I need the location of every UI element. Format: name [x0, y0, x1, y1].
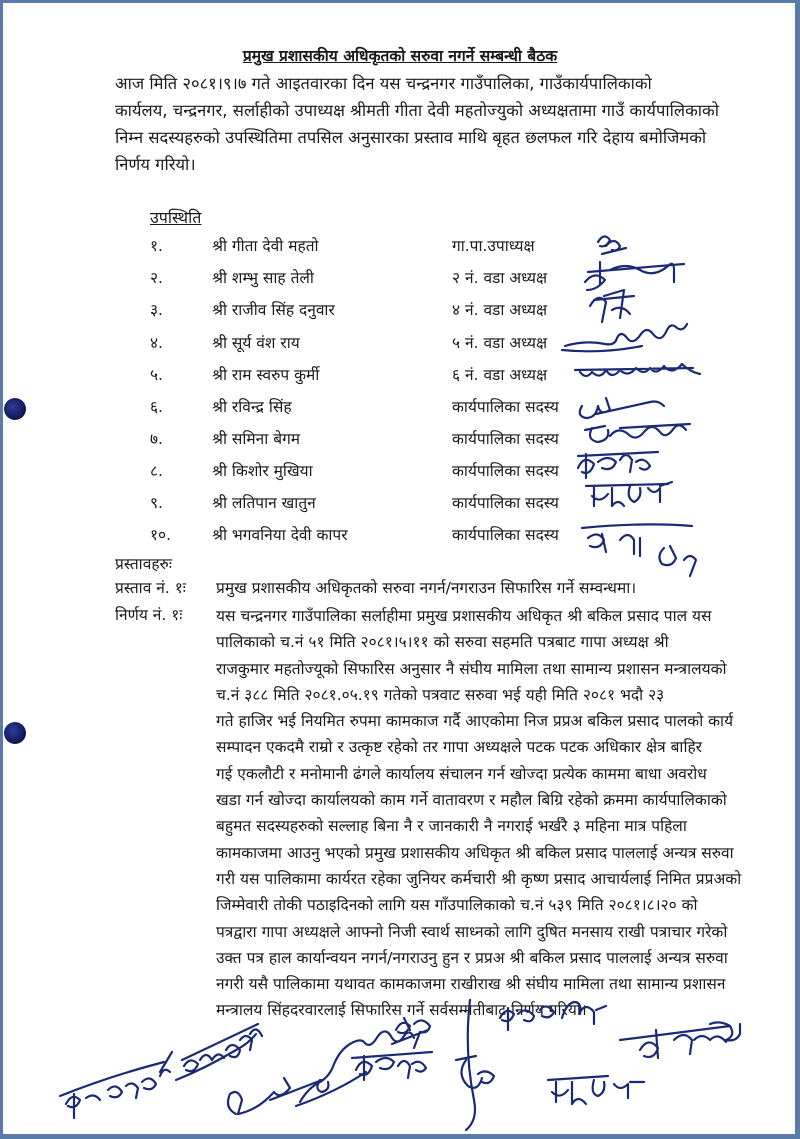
decision-line: मन्त्रालय सिंहदरवारलाई सिफारिस गर्ने सर्वसम्मतीबाट निर्णय गरियो। — [216, 1001, 587, 1020]
attendee-number: ४. — [150, 334, 163, 352]
attendee-row — [150, 298, 710, 328]
attendee-row — [150, 459, 710, 489]
attendee-name: श्री भगवनिया देवी कापर — [212, 526, 348, 544]
decision-line: जिम्मेवारी तोकी पठाइदिनको लागि यस गाँउपालिकाको च.नं ५३९ मिति २०८१।८।२० को — [216, 896, 698, 915]
attendee-role: कार्यपालिका सदस्य — [452, 462, 559, 480]
decision-line: उक्त पत्र हाल कार्यान्वयन नगर्न/नगराउनु हुन र प्रप्रअ श्री बकिल प्रसाद पाललाई अन्यत्र सरुवा — [216, 948, 728, 967]
intro-line: कार्यलय, चन्द्रनगर, सर्लाहीको उपाध्यक्ष श्रीमती गीता देवी महतोज्युको अध्यक्षतामा गाउँ कार्यपालिकाको — [115, 101, 719, 120]
attendee-number: १०. — [150, 526, 172, 544]
attendee-role: ६ नं. वडा अध्यक्ष — [452, 366, 548, 384]
attendee-row — [150, 266, 710, 296]
attendee-role: कार्यपालिका सदस्य — [452, 430, 559, 448]
decision-line: पत्रद्वारा गापा अध्यक्षले आफ्नो निजी स्वार्थ साध्नको लागि दुषित मनसाय राखी पत्राचार गरेको — [216, 922, 728, 941]
attendee-number: ६. — [150, 398, 163, 416]
attendee-row — [150, 363, 710, 393]
attendee-name: श्री सूर्य वंश राय — [212, 334, 300, 352]
attendee-role: कार्यपालिका सदस्य — [452, 526, 559, 544]
attendee-row — [150, 331, 710, 361]
punch-hole-top — [4, 398, 26, 420]
attendee-row — [150, 523, 710, 553]
attendee-number: ९. — [150, 494, 163, 512]
attendee-number: ७. — [150, 430, 163, 448]
decision-line: पालिकाको च.नं ५१ मिति २०८१।५।११ को सरुवा सहमति पत्रबाट गापा अध्यक्ष श्री — [216, 633, 669, 652]
decision-line: यस चन्द्रनगर गाउँपालिका सर्लाहीमा प्रमुख प्रशासकीय अधिकृत श्री बकिल प्रसाद पाल यस — [216, 607, 712, 625]
attendee-row — [150, 491, 710, 521]
intro-paragraph — [115, 70, 765, 178]
attendee-role: ५ नं. वडा अध्यक्ष — [452, 334, 548, 352]
attendee-name: श्री किशोर मुखिया — [212, 462, 313, 480]
proposal-text: प्रमुख प्रशासकीय अधिकृतको सरुवा नगर्न/नगराउन सिफारिस गर्ने सम्वन्धमा। — [216, 579, 637, 597]
decision-line: बहुमत सदस्यहरुको सल्लाह बिना नै र जानकारी नै नगराई भर्खरै ३ महिना मात्र पहिला — [216, 817, 687, 836]
attendee-name: श्री रविन्द्र सिंह — [212, 398, 292, 416]
decision-line: गई एकलौटी र मनोमानी ढंगले कार्यालय संचालन गर्न खोज्दा प्रत्येक काममा बाधा अवरोध — [216, 764, 707, 783]
attendee-number: २. — [150, 269, 163, 287]
attendee-role: गा.पा.उपाध्यक्ष — [452, 237, 535, 255]
attendee-name: श्री गीता देवी महतो — [212, 237, 319, 255]
attendee-row — [150, 427, 710, 457]
intro-line: निर्णय गरियो। — [115, 155, 196, 174]
attendee-row — [150, 395, 710, 425]
decision-line: नगरी यसै पालिकामा यथावत कामकाजमा राखीराख श्री संघीय मामिला तथा सामान्य प्रशासन — [216, 975, 726, 994]
proposal-label: प्रस्ताव नं. १ः — [115, 579, 186, 597]
attendee-name: श्री राम स्वरुप कुर्मी — [212, 366, 320, 384]
attendee-name: श्री समिना बेगम — [212, 430, 301, 448]
decision-label: निर्णय नं. १ः — [115, 606, 183, 624]
attendee-role: २ नं. वडा अध्यक्ष — [452, 269, 548, 287]
decision-line: सम्पादन एकदमै राम्रो र उत्कृष्ट रहेको तर गापा अध्यक्षले पटक पटक अधिकार क्षेत्र बाहिर — [216, 738, 703, 757]
decision-line: राजकुमार महतोज्यूको सिफारिस अनुसार नै संघीय मामिला तथा सामान्य प्रशासन मन्त्रालयको — [216, 659, 727, 678]
decision-line: गते हाजिर भई नियमित रुपमा कामकाज गर्दै आएकोमा निज प्रप्रअ बकिल प्रसाद पालको कार्य — [216, 712, 734, 731]
decision-line: गरी यस पालिकामा कार्यरत रहेका जुनियर कर्मचारी श्री कृष्ण प्रसाद आचार्यलाई निमित प्रप्रअको — [216, 869, 742, 888]
attendee-number: ८. — [150, 462, 163, 480]
attendee-number: ५. — [150, 366, 163, 384]
attendee-name: श्री लतिपान खातुन — [212, 494, 316, 512]
attendee-role: कार्यपालिका सदस्य — [452, 494, 559, 512]
punch-hole-bottom — [4, 722, 26, 744]
attendee-role: कार्यपालिका सदस्य — [452, 398, 559, 416]
intro-line: निम्न सदस्यहरुको उपस्थितिमा तपसिल अनुसारका प्रस्ताव माथि बृहत छलफल गरि देहाय बमोजिमको — [115, 128, 707, 147]
attendee-number: ३. — [150, 301, 163, 319]
attendee-number: १. — [150, 237, 163, 255]
decision-body — [216, 603, 771, 1024]
attendance-heading: उपस्थिति — [150, 208, 202, 227]
decision-line: खडा गर्न खोज्दा कार्यालयको काम गर्ने वातावरण र महौल बिग्रि रहेको क्रममा कार्यपालिकाको — [216, 791, 727, 810]
decision-line: कामकाजमा आउनु भएको प्रमुख प्रशासकीय अधिकृत श्री बकिल प्रसाद पाललाई अन्यत्र सरुवा — [216, 843, 734, 862]
intro-line: आज मिति २०८१।९।७ गते आइतवारका दिन यस चन्द्रनगर गाउँपालिका, गाउँकार्यपालिकाको — [115, 74, 652, 93]
attendee-role: ४ नं. वडा अध्यक्ष — [452, 301, 548, 319]
decision-line: च.नं ३८८ मिति २०८१.०५.१९ गतेको पत्रवाट सरुवा भई यही मिति २०८१ भदौ २३ — [216, 685, 665, 704]
attendee-name: श्री राजीव सिंह दनुवार — [212, 301, 335, 319]
attendee-name: श्री शम्भु साह तेली — [212, 269, 314, 287]
document-title: प्रमुख प्रशासकीय अधिकृतको सरुवा नगर्ने सम्बन्धी बैठक — [242, 47, 558, 65]
proposals-heading: प्रस्तावहरुः — [115, 555, 172, 573]
attendee-row — [150, 234, 710, 264]
